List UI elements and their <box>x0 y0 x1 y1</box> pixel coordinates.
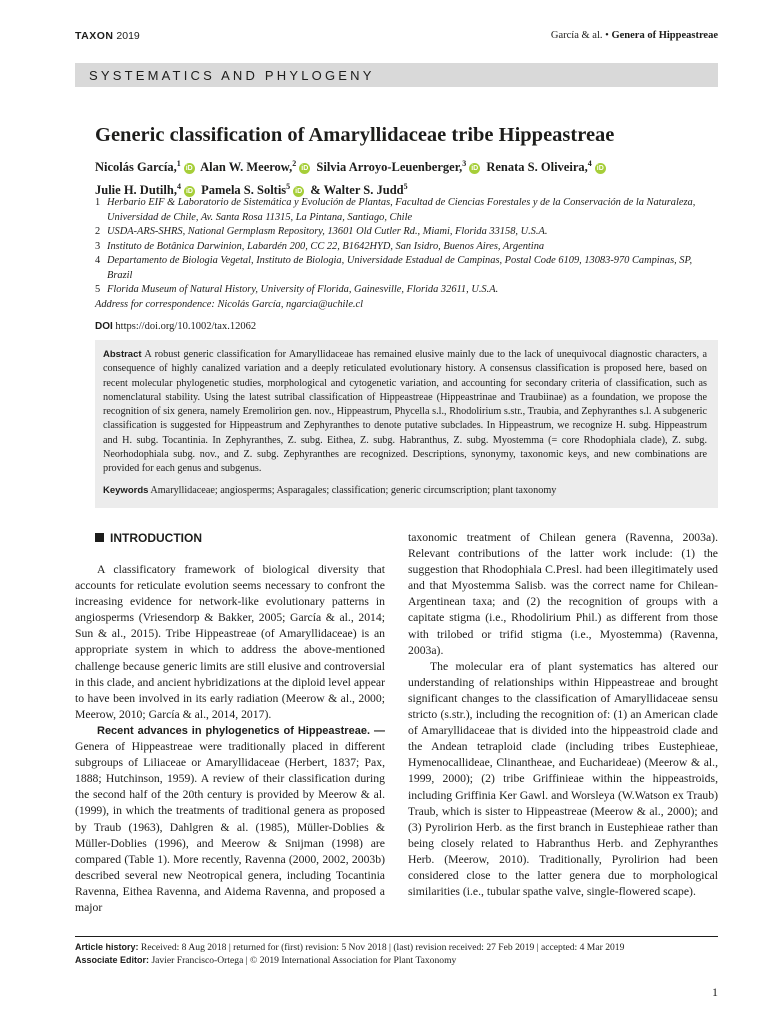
running-header-journal <box>75 30 140 42</box>
article-history <box>75 941 624 967</box>
running-header-right <box>551 30 718 41</box>
journal-year: 2019 <box>116 30 140 42</box>
affiliation-text: Florida Museum of Natural History, University of Florida, Gainesville, Florida 32611, U.S.A. <box>107 284 499 295</box>
orcid-icon[interactable]: iD <box>596 165 604 173</box>
author-affil-ref: 1 <box>176 159 181 168</box>
journal-name: TAXON <box>75 30 114 42</box>
affiliation-number: 2 <box>95 226 101 237</box>
author-affil-ref: 3 <box>462 159 467 168</box>
paragraph: taxonomic treatment of Chilean genera (Ravenna, 2003a). Relevant contributions of the latter work include: (1) the suggestion that Rhodophiala C.Presl. had been illegitimately used and that Myostemma Salisb. was the correct name for Chilean-Argentinean taxa; and (2) the recognition of groups with a capitate stigma (i.e., Rhodolirium Phil.) as different from those with trilobed or trifid stigma (i.e., Myostemma) (Ravenna, 2003a). <box>408 531 718 657</box>
affiliations <box>95 196 715 312</box>
author-affil-ref: 5 <box>403 182 408 192</box>
running-short-title: Genera of Hippeastreae <box>611 30 718 41</box>
body-column-left <box>75 562 385 916</box>
affiliation <box>95 196 715 225</box>
affiliation-number: 1 <box>95 197 101 208</box>
article-history-text: Received: 8 Aug 2018 | returned for (first) revision: 5 Nov 2018 | (last) revision received: 27 Feb 2019 | accepted: 4 Mar 2019 <box>140 942 625 953</box>
affiliation <box>95 283 715 298</box>
subsection-heading: Recent advances in phylogenetics of Hippeastreae. — <box>97 724 385 737</box>
paragraph: The molecular era of plant systematics has altered our understanding of relationships within Hippeastreae and brought significant changes to the classification of Amaryllidaceae sensu stricto (s.str.), including the recognition of: (1) an American clade of Amaryllidaceae that is divided into the hippeastroid clade and the Andean tetraploid clade (including tribes Eustephieae, Hymenocallideae, Clinantheae, and Eucharideae) (Meerow & al., 1999, 2000); (2) tribe Griffinieae within the hippeastroids, including Griffinia Ker Gawl. and Worsleya (W.Watson ex Traub) Traub, which is sister to Hippeastreae (Meerow & al., 2000); and (3) Pyrolirion Herb. as the first branch in Eustephieae rather than being closely related to Habranthus Herb. and Zephyranthes Herb. (Meerow, 2010). Traditionally, Pyrolirion had been considered close to the latter genera due to morphological similarities (i.e., tubular spathe valve, single-flowered scape). <box>408 659 718 899</box>
paragraph <box>75 723 385 916</box>
paragraph: A classificatory framework of biological diversity that accounts for reticulate evolution seems necessary to confront the increasing evidence for network-like evolutionary patterns in angiosperms (Vriesendorp & Bakker, 2005; García & al., 2014; Sun & al., 2015). Tribe Hippeastreae (of Amaryllidaceae) is an appropriate system in which to address the above-mentioned challenge because generic limits are still elusive and controversial in this clade, and ancient hybridizations at the diploid level appear to have been involved in its early radiation (Meerow & al., 2000; Meerow, 2010; García & al., 2014, 2017). <box>75 563 385 721</box>
doi-label: DOI <box>95 321 113 332</box>
doi-line <box>95 321 256 332</box>
paragraph-text: Genera of Hippeastreae were traditionally placed in different subgroups of Liliaceae or Amaryllidaceae (Herbert, 1837; Pax, 1888; Hutchinson, 1959). A review of their classification during the second half of the 20th century is provided by Meerow & al. (1999), in which the treatments of traditional genera as proposed by Traub (1963), Dahlgren & al. (1985), Müller-Doblies & Müller-Doblies (1996), and Meerow & Snijman (1998) are compared (Table 1). More recently, Ravenna (2000, 2002, 2003b) described several new Neotropical genera, including Tocantinia Ravenna, Eithea Ravenna, and Aidema Ravenna, and proposed a major <box>75 740 385 914</box>
orcid-icon[interactable]: iD <box>471 165 479 173</box>
abstract-label: Abstract <box>103 349 142 360</box>
page-number: 1 <box>712 985 718 999</box>
article-title: Generic classification of Amaryllidaceae tribe Hippeastreae <box>95 124 615 146</box>
author-name: Pamela S. Soltis <box>201 183 287 198</box>
correspondence-address[interactable]: Address for correspondence: Nicolás García, ngarcia@uchile.cl <box>95 298 364 310</box>
author-affil-ref: 4 <box>587 159 592 168</box>
affiliation <box>95 240 715 255</box>
body-column-right <box>408 530 718 900</box>
affiliation-text: Herbario EIF & Laboratorio de Sistemática y Evolución de Plantas, Facultad de Ciencias Forestales y de la Conservación de la Naturaleza, Universidad de Chile, Av. Santa Rosa 11315, La Pintana, Santiago, Chile <box>107 197 696 223</box>
footer-rule <box>75 936 718 937</box>
author-affil-ref: 4 <box>176 182 181 192</box>
orcid-icon[interactable]: iD <box>185 165 193 173</box>
author-affil-ref: 5 <box>286 182 291 192</box>
article-history-label: Article history: <box>75 942 139 952</box>
section-banner-label: SYSTEMATICS AND PHYLOGENY <box>89 68 375 83</box>
section-heading-introduction <box>95 531 202 545</box>
author-name: Silvia Arroyo-Leuenberger, <box>316 160 463 175</box>
running-authors: García & al. <box>550 30 603 41</box>
associate-editor-label: Associate Editor: <box>75 955 150 965</box>
running-separator: • <box>605 30 609 41</box>
orcid-icon[interactable]: iD <box>295 188 303 196</box>
orcid-icon[interactable]: iD <box>301 165 309 173</box>
affiliation-number: 5 <box>95 284 101 295</box>
author-name: Nicolás García, <box>95 160 177 175</box>
affiliation-text: USDA-ARS-SHRS, National Germplasm Repository, 13601 Old Cutler Rd., Miami, Florida 33158, U.S.A. <box>107 226 548 237</box>
author-name: Julie H. Dutilh, <box>95 183 177 198</box>
affiliation-number: 3 <box>95 240 101 252</box>
associate-editor-line <box>75 954 624 967</box>
author-list <box>95 154 705 200</box>
affiliation <box>95 225 715 240</box>
affiliation-number: 4 <box>95 255 101 266</box>
keywords <box>103 485 707 496</box>
abstract-text: A robust generic classification for Amaryllidaceae has remained elusive mainly due to the lack of unequivocal diagnostic characters, a consequence of highly canalized variation and a deeply reticulated evolutionary history. A consensus classification is proposed here, based on recent molecular phylogenetic studies, morphological and cytogenetic variation, and accounting for secondary criteria of classification, such as nomenclatural stability. Using the latest sutribal classification of Hippeastreae (Hippeastrinae and Traubiinae) as a foundation, we propose the recognition of six genera, namely Eremolirion gen. nov., Hippeastrum, Phycella s.l., Rhodolirium s.str., Traubia, and Zephyranthes s.l. A subgeneric classification is suggested for Hippeastrum and Zephyranthes to denote putative subclades. In Hippeastrum, we recognize H. subg. Hippeastrum and H. subg. Tocantinia. In Zephyranthes, Z. subg. Eithea, Z. subg. Habranthus, Z. subg. Myostemma (= core Rhodophiala clade), Z. subg. Neorhodophiala subg. nov., and Z. subg. Zephyranthes are recognized. Descriptions, synonymy, taxonomic keys, and new combinations are provided for each genus and subgenus. <box>103 349 708 475</box>
square-bullet-icon <box>95 533 104 542</box>
keywords-text: Amaryllidaceae; angiosperms; Asparagales; classification; generic circumscription; plant taxonomy <box>150 485 557 496</box>
affiliation-text: Departamento de Biologia Vegetal, Instituto de Biologia, Universidade Estadual de Campinas, Postal Code 6109, 13083-970 Campinas, SP, Brazil <box>107 255 693 281</box>
keywords-label: Keywords <box>103 485 149 496</box>
doi-link[interactable]: https://doi.org/10.1002/tax.12062 <box>115 321 257 332</box>
associate-editor-text: Javier Francisco-Ortega | © 2019 International Association for Plant Taxonomy <box>151 955 457 966</box>
affiliation-text: Instituto de Botânica Darwinion, Labardén 200, CC 22, B1642HYD, San Isidro, Buenos Aires, Argentina <box>107 240 545 252</box>
affiliation <box>95 254 715 283</box>
abstract-box <box>95 340 718 508</box>
article-history-line <box>75 941 624 954</box>
abstract <box>103 348 707 477</box>
author-name: Renata S. Oliveira, <box>486 160 588 175</box>
author-affil-ref: 2 <box>292 159 297 168</box>
section-heading-label: INTRODUCTION <box>110 531 202 545</box>
orcid-icon[interactable]: iD <box>185 188 193 196</box>
section-banner <box>75 63 718 87</box>
author-name: & Walter S. Judd <box>310 183 404 198</box>
author-name: Alan W. Meerow, <box>200 160 293 175</box>
